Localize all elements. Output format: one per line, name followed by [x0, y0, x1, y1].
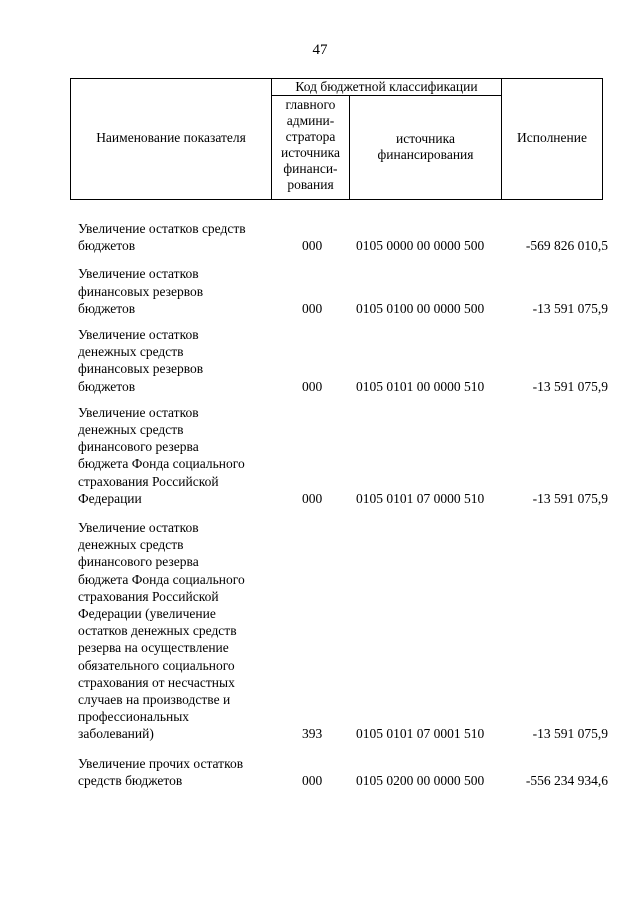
page-number: 47 — [312, 42, 328, 58]
row-indicator-name — [78, 404, 278, 507]
table-row — [78, 755, 608, 789]
row-indicator-name-line: финансовых резервов — [78, 283, 204, 299]
row-indicator-name — [78, 519, 278, 743]
row-indicator-name-line: случаев на производстве и — [78, 692, 231, 708]
row-indicator-name-line: заболеваний) — [78, 726, 154, 742]
row-indicator-name-line: Увеличение остатков — [78, 327, 199, 343]
header-group-underline — [271, 95, 502, 96]
row-indicator-name-line: Увеличение прочих остатков — [78, 755, 244, 771]
row-indicator-name-line: страхования Российской — [78, 473, 219, 489]
row-indicator-name-line: бюджета Фонда социального — [78, 456, 245, 472]
table-row — [78, 326, 608, 395]
row-indicator-name-line: страхования Российской — [78, 588, 219, 604]
header-col-source-line: источника — [396, 131, 455, 146]
row-source-code: 0105 0200 00 0000 500 — [356, 772, 485, 788]
row-indicator-name-line: финансовых резервов — [78, 361, 204, 377]
row-indicator-name-line: Увеличение остатков — [78, 520, 199, 536]
row-indicator-name-line: финансового резерва — [78, 439, 199, 455]
header-col-source — [350, 131, 501, 163]
row-admin-code: 000 — [302, 238, 323, 254]
row-amount: -13 591 075,9 — [532, 490, 608, 506]
row-indicator-name-line: остатков денежных средств — [78, 623, 237, 639]
header-col-admin-line: главного — [285, 97, 336, 112]
row-source-code: 0105 0101 07 0001 510 — [356, 726, 485, 742]
row-admin-code: 000 — [302, 300, 323, 316]
row-indicator-name — [78, 265, 278, 317]
header-col-exec: Исполнение — [517, 130, 587, 145]
row-indicator-name — [78, 326, 278, 395]
table-body — [78, 220, 608, 789]
row-indicator-name-line: профессиональных — [78, 709, 190, 725]
header-col-admin — [272, 97, 349, 193]
row-indicator-name-line: Увеличение остатков средств — [78, 221, 246, 236]
table-row — [78, 220, 608, 254]
header-col-admin-line: источника — [281, 145, 340, 160]
header-right-border — [602, 78, 603, 200]
table-header — [70, 78, 603, 200]
row-source-code: 0105 0101 00 0000 510 — [356, 378, 485, 394]
row-admin-code: 000 — [302, 490, 323, 506]
header-bottom-border — [70, 199, 603, 200]
row-indicator-name-line: резерва на осуществление — [78, 640, 229, 656]
row-indicator-name — [78, 220, 278, 254]
row-indicator-name-line: Увеличение остатков — [78, 404, 199, 420]
header-col-name: Наименование показателя — [96, 130, 246, 145]
row-amount: -13 591 075,9 — [532, 726, 608, 742]
row-indicator-name — [78, 755, 278, 789]
row-indicator-name-line: бюджета Фонда социального — [78, 571, 245, 587]
row-indicator-name-line: средств бюджетов — [78, 772, 183, 788]
row-indicator-name-line: денежных средств — [78, 422, 184, 438]
row-indicator-name-line: обязательного социального — [78, 657, 235, 673]
row-source-code: 0105 0100 00 0000 500 — [356, 300, 485, 316]
row-indicator-name-line: денежных средств — [78, 537, 184, 553]
row-amount: -13 591 075,9 — [532, 378, 608, 394]
header-group-code: Код бюджетной классификации — [295, 79, 478, 94]
row-indicator-name-line: бюджетов — [78, 378, 136, 394]
row-indicator-name-line: страхования от несчастных — [78, 674, 235, 690]
table-row — [78, 265, 608, 317]
row-indicator-name-line: Увеличение остатков — [78, 266, 199, 282]
row-indicator-name-line: бюджетов — [78, 300, 136, 316]
row-amount: -569 826 010,5 — [525, 238, 608, 254]
header-col-source-line: финансирования — [377, 147, 474, 162]
row-indicator-name-line: Федерации — [78, 490, 142, 506]
row-indicator-name-line: бюджетов — [78, 238, 136, 254]
row-source-code: 0105 0000 00 0000 500 — [356, 238, 485, 254]
table-row — [78, 519, 608, 743]
row-admin-code: 000 — [302, 378, 323, 394]
row-amount: -556 234 934,6 — [525, 772, 608, 788]
header-col-admin-line: финанси- — [283, 161, 338, 176]
row-source-code: 0105 0101 07 0000 510 — [356, 490, 485, 506]
header-col-admin-line: админи- — [286, 113, 335, 128]
header-col-admin-line: стратора — [285, 129, 336, 144]
row-indicator-name-line: Федерации (увеличение — [78, 606, 216, 622]
row-indicator-name-line: денежных средств — [78, 344, 184, 360]
header-col-admin-line: рования — [287, 177, 334, 192]
table-row — [78, 404, 608, 507]
row-admin-code: 000 — [302, 772, 323, 788]
row-admin-code: 393 — [302, 726, 323, 742]
row-indicator-name-line: финансового резерва — [78, 554, 199, 570]
row-amount: -13 591 075,9 — [532, 300, 608, 316]
